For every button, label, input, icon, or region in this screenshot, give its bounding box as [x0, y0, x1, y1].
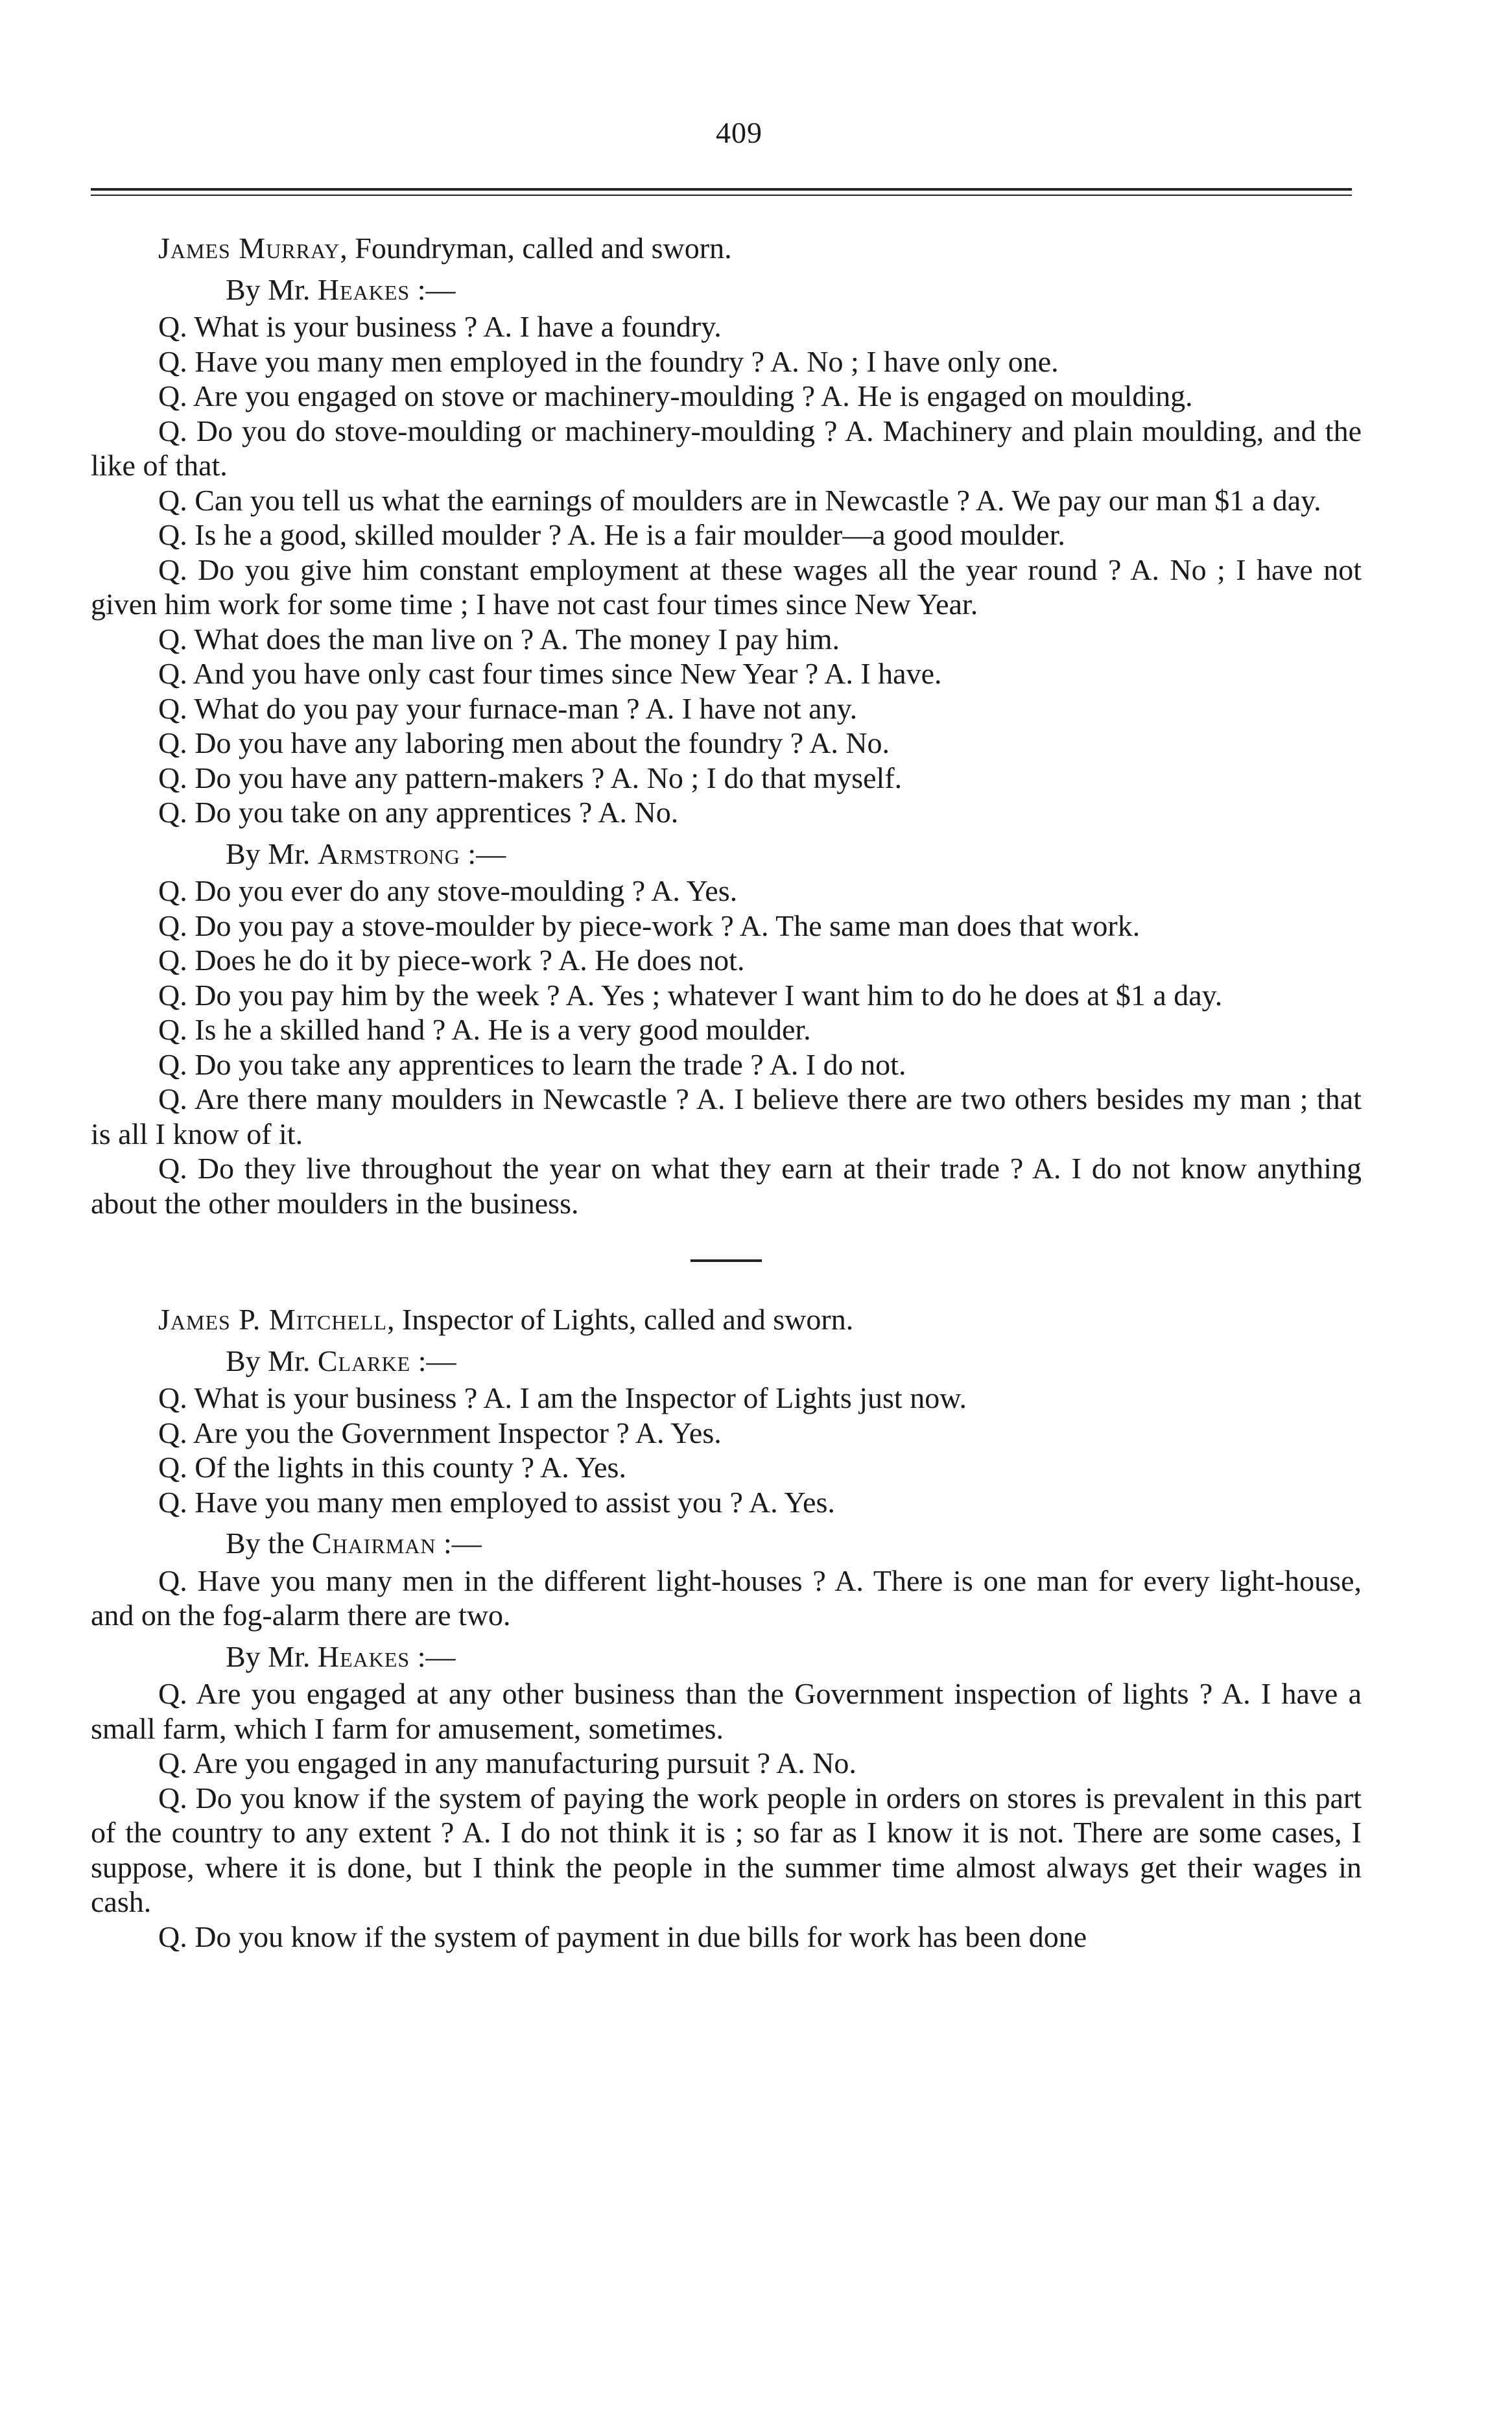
examiner-heading: [91, 1344, 1362, 1379]
qa-line: Q. Do you give him constant employment at these wages all the year round ? A. No ; I have not given him work for some time ; I have not cast four times since New Year.: [91, 553, 1362, 621]
qa-line: Q. What is your business ? A. I am the Inspector of Lights just now.: [158, 1381, 967, 1414]
examination-group: [91, 837, 1362, 1221]
examiner-suffix: :—: [467, 837, 506, 870]
examiner-prefix: By Mr.: [226, 272, 311, 306]
qa-line: Q. Are you engaged on stove or machinery-moulding ? A. He is engaged on moulding.: [158, 379, 1193, 412]
witness-name: James Murray: [158, 232, 340, 265]
examiner-suffix: :—: [443, 1527, 482, 1560]
witness-description: , Inspector of Lights, called and sworn.: [387, 1303, 854, 1336]
examination-group: [91, 1344, 1362, 1520]
qa-line: Q. Have you many men employed in the foundry ? A. No ; I have only one.: [158, 344, 1059, 378]
examination-group: [91, 1639, 1362, 1955]
page-number: 409: [716, 116, 762, 149]
examiner-suffix: :—: [417, 272, 456, 306]
qa-line: Q. Do you take on any apprentices ? A. No.: [158, 796, 679, 829]
header-rule-thin: [91, 195, 1352, 196]
witness-heading: [91, 231, 1362, 266]
qa-line: Q. Do you have any pattern-makers ? A. No ; I do that myself.: [158, 761, 903, 794]
qa-line: Q. Do you ever do any stove-moulding ? A. Yes.: [158, 874, 738, 907]
witness-heading: [91, 1302, 1362, 1337]
qa-line: Q. Are you engaged at any other business than the Government inspection of lights ? A. I have a small farm, which I farm for amusement, sometimes.: [91, 1677, 1362, 1745]
header-rule-thick: [91, 188, 1352, 191]
examiner-heading: [91, 272, 1362, 307]
qa-line: Q. Are you engaged in any manufacturing pursuit ? A. No.: [158, 1746, 856, 1779]
examiner-name: Armstrong: [317, 837, 460, 870]
qa-line: Q. Do you know if the system of paying the work people in orders on stores is prevalent in this part of the country to any extent ? A. I do not think it is ; so far as I know it is not. There are some cases, I suppose, where it is done, but I think the people in the summer time almost always get their wages in cash.: [91, 1781, 1362, 1918]
qa-line: Q. Are there many moulders in Newcastle ? A. I believe there are two others besides my man ; that is all I know of it.: [91, 1082, 1362, 1150]
qa-line: Q. What does the man live on ? A. The money I pay him.: [158, 622, 840, 656]
qa-line: Q. And you have only cast four times since New Year ? A. I have.: [158, 657, 942, 690]
examiner-suffix: :—: [418, 1344, 456, 1377]
examiner-name: Heakes: [317, 272, 410, 306]
examination-group: [91, 272, 1362, 830]
examiner-prefix: By Mr.: [226, 1639, 311, 1673]
examiner-prefix: By Mr.: [226, 1344, 311, 1377]
qa-line: Q. Have you many men in the different light-houses ? A. There is one man for every light-house, and on the fog-alarm there are two.: [91, 1564, 1362, 1632]
witness-section: [91, 231, 1362, 1220]
examiner-name: Heakes: [317, 1639, 410, 1673]
witness-section: [91, 1302, 1362, 1954]
qa-line: Q. What is your business ? A. I have a foundry.: [158, 310, 722, 343]
qa-line: Q. Have you many men employed to assist you ? A. Yes.: [158, 1485, 835, 1519]
examiner-name: Clarke: [317, 1344, 411, 1377]
examiner-heading: [91, 1526, 1362, 1561]
examiner-suffix: :—: [417, 1639, 456, 1673]
qa-line: Q. Can you tell us what the earnings of moulders are in Newcastle ? A. We pay our man $1 a day.: [158, 483, 1321, 517]
qa-line: Q. Do they live throughout the year on what they earn at their trade ? A. I do not know anything about the other moulders in the business.: [91, 1152, 1362, 1220]
qa-line: Q. Do you pay a stove-moulder by piece-work ? A. The same man does that work.: [158, 909, 1140, 942]
qa-line: Q. Do you know if the system of payment in due bills for work has been done: [158, 1920, 1087, 1953]
testimony-body: [91, 231, 1362, 1954]
qa-line: Q. Are you the Government Inspector ? A. Yes.: [158, 1416, 722, 1449]
examiner-name: Chairman: [311, 1527, 436, 1560]
witness-description: , Foundryman, called and sworn.: [340, 232, 732, 265]
qa-line: Q. Of the lights in this county ? A. Yes.: [158, 1451, 626, 1484]
qa-line: Q. Is he a good, skilled moulder ? A. He is a fair moulder—a good moulder.: [158, 518, 1065, 551]
qa-line: Q. Do you pay him by the week ? A. Yes ; whatever I want him to do he does at $1 a day.: [158, 978, 1223, 1012]
qa-line: Q. Do you take any apprentices to learn the trade ? A. I do not.: [158, 1047, 906, 1081]
witness-name: James P. Mitchell: [158, 1303, 387, 1336]
examiner-heading: [91, 1639, 1362, 1674]
examiner-prefix: By the: [226, 1527, 305, 1560]
examiner-prefix: By Mr.: [226, 837, 311, 870]
examiner-heading: [91, 837, 1362, 872]
qa-line: Q. Do you have any laboring men about the foundry ? A. No.: [158, 726, 890, 759]
section-separator: [691, 1259, 762, 1262]
qa-line: Q. What do you pay your furnace-man ? A. I have not any.: [158, 691, 858, 725]
examination-group: [91, 1526, 1362, 1633]
qa-line: Q. Do you do stove-moulding or machinery-moulding ? A. Machinery and plain moulding, and the like of that.: [91, 414, 1362, 482]
qa-line: Q. Does he do it by piece-work ? A. He does not.: [158, 944, 745, 977]
qa-line: Q. Is he a skilled hand ? A. He is a very good moulder.: [158, 1013, 811, 1046]
